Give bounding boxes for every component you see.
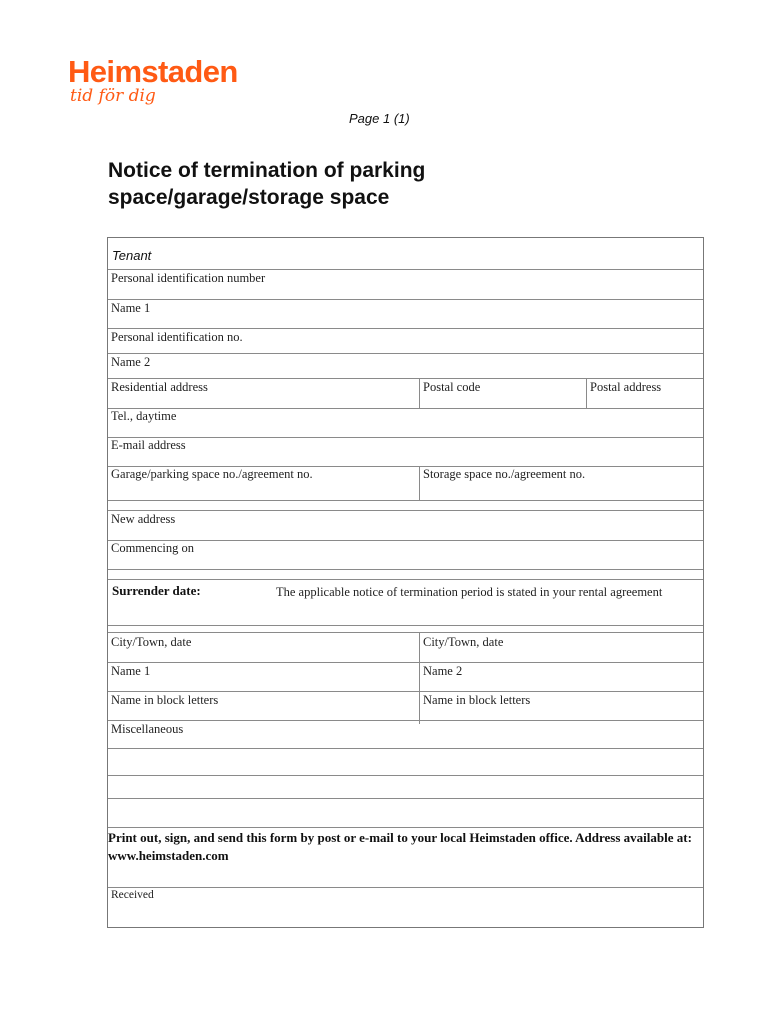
row-divider — [108, 378, 703, 379]
received-field: Received — [111, 889, 154, 901]
row-divider — [108, 748, 703, 749]
row-divider — [108, 720, 703, 721]
column-divider — [419, 378, 420, 408]
row-divider — [108, 569, 703, 570]
signature-name2-field[interactable]: Name 2 — [423, 664, 463, 678]
document-title: Notice of termination of parking space/garage/storage space — [108, 159, 426, 209]
row-divider — [108, 408, 703, 409]
residential-address-field[interactable]: Residential address — [111, 380, 208, 394]
row-divider — [108, 579, 703, 580]
logo-tagline: tid för dig — [70, 86, 156, 106]
row-divider — [108, 510, 703, 511]
row-divider — [108, 691, 703, 692]
name1-field[interactable]: Name 1 — [111, 301, 151, 315]
postal-code-field[interactable]: Postal code — [423, 380, 481, 394]
row-divider — [108, 827, 703, 828]
city-town-date-2-field[interactable]: City/Town, date — [423, 635, 504, 649]
termination-form — [107, 237, 704, 928]
new-address-field[interactable]: New address — [111, 512, 176, 526]
storage-agreement-field[interactable]: Storage space no./agreement no. — [423, 467, 586, 481]
column-divider — [419, 466, 420, 500]
email-address-field[interactable]: E-mail address — [111, 438, 186, 452]
row-divider — [108, 500, 703, 501]
row-divider — [108, 662, 703, 663]
postal-address-field[interactable]: Postal address — [590, 380, 662, 394]
tenant-heading: Tenant — [112, 248, 152, 263]
row-divider — [108, 299, 703, 300]
column-divider — [419, 632, 420, 724]
name2-field[interactable]: Name 2 — [111, 355, 151, 369]
city-town-date-1-field[interactable]: City/Town, date — [111, 635, 192, 649]
row-divider — [108, 437, 703, 438]
garage-agreement-field[interactable]: Garage/parking space no./agreement no. — [111, 467, 313, 481]
row-divider — [108, 328, 703, 329]
row-divider — [108, 775, 703, 776]
heimstaden-logo: Heimstaden — [68, 54, 238, 89]
block-letters-1-field[interactable]: Name in block letters — [111, 693, 219, 707]
instructions-text: Print out, sign, and send this form by post or e-mail to your local Heimstaden office. Address available at: www.heimstaden.com — [108, 830, 692, 863]
tel-daytime-field[interactable]: Tel., daytime — [111, 409, 177, 423]
row-divider — [108, 353, 703, 354]
signature-name1-field[interactable]: Name 1 — [111, 664, 151, 678]
surrender-date-label: Surrender date: — [112, 583, 201, 598]
row-divider — [108, 632, 703, 633]
personal-id-no-field[interactable]: Personal identification no. — [111, 330, 243, 344]
row-divider — [108, 798, 703, 799]
notice-period-text: The applicable notice of termination period is stated in your rental agreement — [276, 585, 663, 599]
page-number: Page 1 (1) — [349, 111, 410, 126]
row-divider — [108, 269, 703, 270]
miscellaneous-field[interactable]: Miscellaneous — [111, 722, 184, 736]
commencing-on-field[interactable]: Commencing on — [111, 541, 194, 555]
row-divider — [108, 887, 703, 888]
row-divider — [108, 540, 703, 541]
personal-id-number-field[interactable]: Personal identification number — [111, 271, 266, 285]
row-divider — [108, 625, 703, 626]
column-divider — [586, 378, 587, 408]
block-letters-2-field[interactable]: Name in block letters — [423, 693, 531, 707]
